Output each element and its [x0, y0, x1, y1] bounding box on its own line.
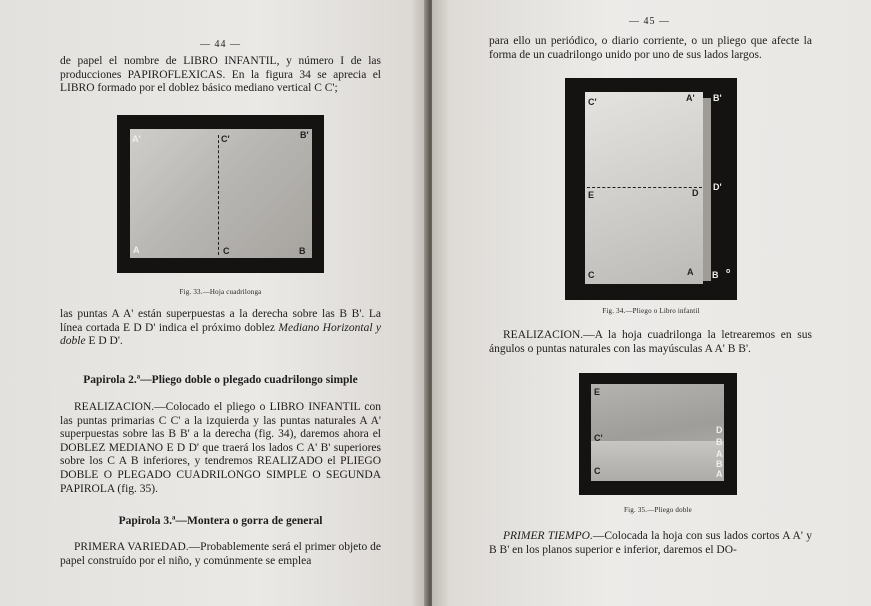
figure-35-sheet-fold — [591, 441, 724, 481]
figure-33-sheet — [130, 129, 312, 258]
right-paragraph-2 — [489, 329, 812, 356]
figure-35-photo — [579, 373, 737, 495]
left-paragraph-4 — [60, 541, 381, 568]
page-number-right: — 45 — — [629, 16, 670, 27]
right-paragraph-1 — [489, 35, 812, 62]
left-para2-start: las puntas A A' están superpuestas a la derecha sobre las B B'. La línea cortada E D D' indica el próximo doblez — [60, 308, 381, 334]
left-para2-end: E D D'. — [85, 335, 123, 348]
fig34-label-d-prime: D' — [713, 182, 722, 192]
left-paragraph-2 — [60, 308, 381, 349]
fig33-label-a-prime: A' — [132, 134, 141, 144]
figure-34-fold-line — [587, 187, 702, 188]
fig34-label-a-prime: A' — [686, 93, 695, 103]
fig34-label-a: A — [687, 267, 694, 277]
heading-papirola-2: Papirola 2.ª—Pliego doble o plegado cuadrilongo simple — [83, 374, 358, 386]
fig35-label-a-1: A — [716, 449, 723, 459]
fig35-label-d: D — [716, 425, 723, 435]
left-para4-text: PRIMERA VARIEDAD.—Probablemente será el primer objeto de papel construído por el niño, y comúnmente se emplea — [60, 541, 381, 567]
fig35-label-b-1: B — [716, 437, 723, 447]
fig34-label-b: B — [712, 270, 719, 280]
figure-34-sheet-edge — [703, 98, 711, 281]
fig33-label-a: A — [133, 245, 140, 255]
figure-33-fold-line — [218, 135, 219, 255]
fig33-label-c-prime: C' — [221, 134, 230, 144]
fig34-label-c-prime: C' — [588, 97, 597, 107]
figure-33-photo — [117, 115, 324, 273]
fig34-label-e: E — [588, 190, 595, 200]
fig35-label-a-2: A — [716, 469, 723, 479]
fig34-label-c: C — [588, 270, 595, 280]
figure-33-caption: Fig. 33.—Hoja cuadrilonga — [179, 288, 262, 296]
fig34-label-d: D — [692, 188, 699, 198]
fig33-label-b-prime: B' — [300, 130, 309, 140]
left-para3-text: REALIZACION.—Colocado el pliego o LIBRO INFANTIL con las puntas primarias C C' a la izquierda y las puntas naturales A A' superpuestas sobre las B B' a la derecha (fig. 34), daremos ahora el DOBLEZ MEDIANO E D D' que traerá los lados C A' B' superiores sobre los C A B inferiores, y tendremos REALIZADO el PLIEGO DOBLE O PLEGADO CUADRILONGO SIMPLE O SEGUNDA PAPIROLA (fig. 35). — [60, 401, 381, 495]
right-para3-italic: PRIMER TIEMPO. — [503, 530, 593, 542]
right-page — [432, 0, 871, 606]
right-paragraph-3 — [489, 530, 812, 557]
fig34-label-b-prime: B' — [713, 93, 722, 103]
right-para1-text: para ello un periódico, o diario corriente, o un pliego que afecte la forma de un cuadrilongo unido por uno de sus lados largos. — [489, 35, 812, 61]
figure-34-photo — [565, 78, 737, 300]
left-para1-text: de papel el nombre de LIBRO INFANTIL, y número I de las producciones PAPIROFLEXICAS. En la figura 34 se aprecia el LIBRO formado por el doblez básico mediano vertical C C'; — [60, 55, 381, 95]
right-para3-rest: —Colocada la hoja con sus lados cortos A A' y B B' en los planos superior e inferior, daremos el DO- — [489, 530, 812, 556]
left-page — [0, 0, 428, 606]
heading-papirola-3: Papirola 3.ª—Montera o gorra de general — [118, 515, 323, 527]
figure-34-sheet — [585, 92, 703, 284]
fig35-label-e: E — [594, 387, 601, 397]
fig35-label-c-prime: C' — [594, 433, 603, 443]
left-para2-italic: Mediano Horizontal y doble — [60, 321, 382, 348]
fig33-label-b: B — [299, 246, 306, 256]
page-number-left: — 44 — — [200, 39, 241, 50]
left-paragraph-1 — [60, 55, 381, 96]
fig35-label-c: C — [594, 466, 601, 476]
fig34-label-degree: o — [726, 268, 731, 275]
right-para2-text: REALIZACION.—A la hoja cuadrilonga la letrearemos en sus ángulos o puntas naturales con las mayúsculas A A' B B'. — [489, 329, 812, 355]
fig33-label-c: C — [223, 246, 230, 256]
figure-35-caption: Fig. 35.—Pliego doble — [624, 506, 692, 514]
left-paragraph-3 — [60, 401, 381, 496]
fig35-label-b-2: B — [716, 459, 723, 469]
figure-34-caption: Fig. 34.—Pliego o Libro infantil — [602, 307, 700, 315]
